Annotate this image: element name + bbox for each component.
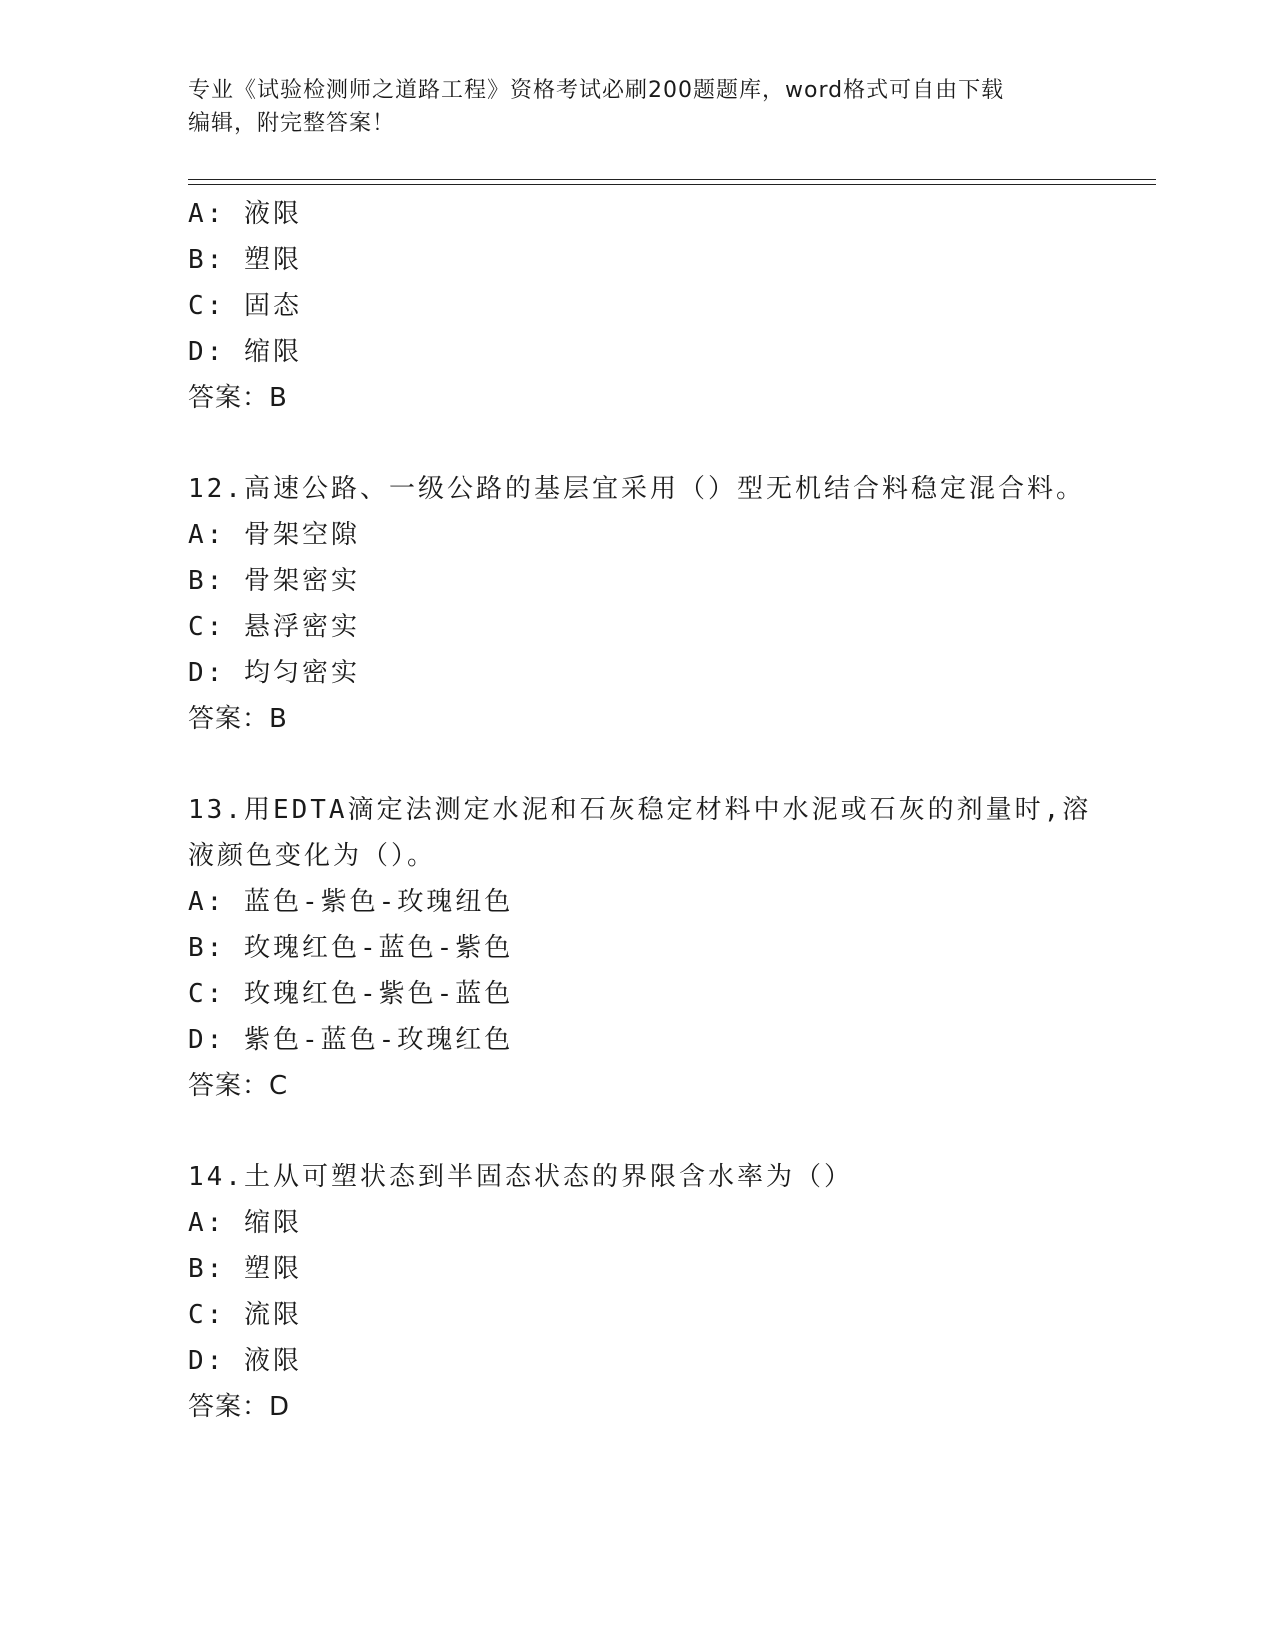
header-line-1: 专业《试验检测师之道路工程》资格考试必刷200题题库，word格式可自由下载 bbox=[188, 78, 1005, 103]
question-14 bbox=[188, 1154, 1088, 1430]
spacer bbox=[188, 1109, 1088, 1154]
option-a: A: 骨架空隙 bbox=[188, 520, 360, 550]
header-line-2: 编辑，附完整答案！ bbox=[188, 111, 396, 136]
spacer bbox=[188, 421, 1088, 466]
question-list bbox=[188, 191, 1092, 1430]
option-d: D: 紫色-蓝色-玫瑰红色 bbox=[188, 1025, 514, 1055]
option-c: C: 流限 bbox=[188, 1300, 302, 1330]
document-header bbox=[188, 74, 1088, 140]
question-13 bbox=[188, 787, 1092, 1109]
question-text: 14.土从可塑状态到半固态状态的界限含水率为（） bbox=[188, 1162, 853, 1192]
question-12 bbox=[188, 466, 1088, 742]
question-text-line-1: 13.用EDTA滴定法测定水泥和石灰稳定材料中水泥或石灰的剂量时,溶 bbox=[188, 795, 1092, 825]
question-text-line-2: 液颜色变化为（）。 bbox=[188, 841, 437, 871]
option-b: B: 塑限 bbox=[188, 1254, 302, 1284]
header-divider-bottom bbox=[188, 184, 1156, 185]
answer: 答案：D bbox=[188, 1392, 291, 1422]
option-a: A: 蓝色-紫色-玫瑰纽色 bbox=[188, 887, 514, 917]
header-divider-top bbox=[188, 179, 1156, 180]
option-b: B: 玫瑰红色-蓝色-紫色 bbox=[188, 933, 514, 963]
option-b: B: 骨架密实 bbox=[188, 566, 360, 596]
option-d: D: 液限 bbox=[188, 1346, 302, 1376]
option-c: C: 玫瑰红色-紫色-蓝色 bbox=[188, 979, 514, 1009]
answer: 答案：B bbox=[188, 383, 288, 413]
question-11 bbox=[188, 191, 1088, 421]
option-a: A: 缩限 bbox=[188, 1208, 302, 1238]
option-b: B: 塑限 bbox=[188, 245, 302, 275]
answer: 答案：C bbox=[188, 1071, 289, 1101]
question-text: 12.高速公路、一级公路的基层宜采用（）型无机结合料稳定混合料。 bbox=[188, 474, 1085, 504]
option-c: C: 悬浮密实 bbox=[188, 612, 360, 642]
spacer bbox=[188, 742, 1088, 787]
answer: 答案：B bbox=[188, 704, 288, 734]
option-d: D: 均匀密实 bbox=[188, 658, 360, 688]
option-a: A: 液限 bbox=[188, 199, 302, 229]
option-d: D: 缩限 bbox=[188, 337, 302, 367]
option-c: C: 固态 bbox=[188, 291, 302, 321]
